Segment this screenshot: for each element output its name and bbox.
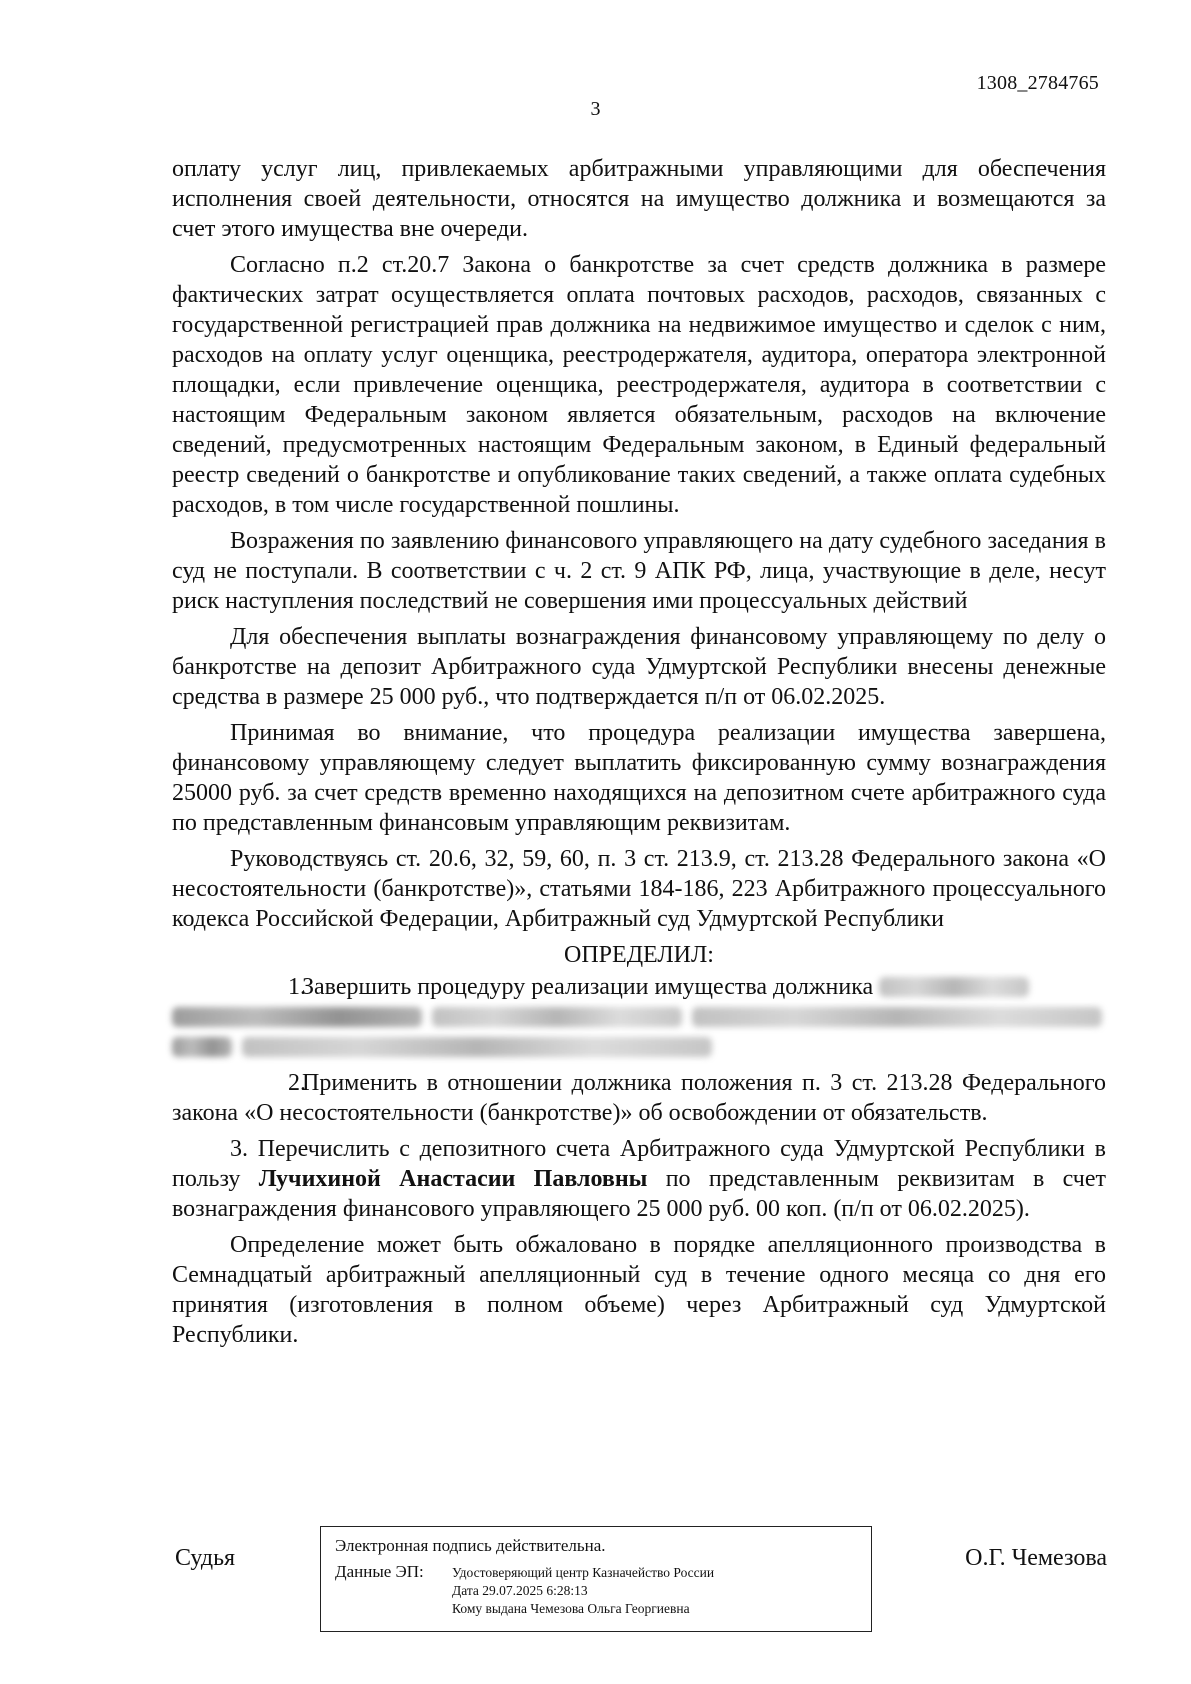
signature-issued-to: Кому выдана Чемезова Ольга Георгиевна bbox=[452, 1601, 690, 1616]
signature-valid-text: Электронная подпись действительна. bbox=[335, 1536, 606, 1555]
signature-details bbox=[452, 1561, 714, 1618]
redacted-text bbox=[692, 1007, 1102, 1027]
paragraph-6: Руководствуясь ст. 20.6, 32, 59, 60, п. 3 ст. 213.9, ст. 213.28 Федерального закона «О несостоятельности (банкротстве)», статьями 184-186, 223 Арбитражного процессуального кодекса Российской Федерации, Арбитражный суд Удмуртской Республики bbox=[172, 846, 1106, 932]
document-number: 1308_2784765 bbox=[976, 72, 1099, 94]
paragraph-1: оплату услуг лиц, привлекаемых арбитражными управляющими для обеспечения исполнения своей деятельности, относятся на имущество должника и возмещаются за счет этого имущества вне очереди. bbox=[172, 156, 1106, 242]
item-1-number: 1. bbox=[288, 974, 306, 1000]
item-3-suffix: по представленным реквизитам в счет вознаграждения финансового управляющего 25 000 руб. 00 коп. (п/п от 06.02.2025). bbox=[172, 1166, 1107, 1222]
redacted-text bbox=[172, 1007, 422, 1027]
judge-label: Судья bbox=[175, 1545, 236, 1571]
paragraph-5: Принимая во внимание, что процедура реализации имущества завершена, финансовому управляющему следует выплатить фиксированную сумму вознаграждения 25000 руб. за счет средств временно находящихся на депозитном счете арбитражного суда по представленным финансовым управляющим реквизитам. bbox=[172, 720, 1106, 836]
page-number: 3 bbox=[590, 98, 601, 120]
redacted-text bbox=[879, 977, 1029, 997]
redacted-line-2 bbox=[172, 1032, 1106, 1062]
redacted-text bbox=[172, 1037, 232, 1057]
signature-date: Дата 29.07.2025 6:28:13 bbox=[452, 1583, 588, 1598]
electronic-signature-box bbox=[320, 1526, 872, 1632]
decision-item-2 bbox=[172, 1068, 1106, 1128]
decision-item-3 bbox=[172, 1134, 1106, 1224]
paragraph-2: Согласно п.2 ст.20.7 Закона о банкротстве за счет средств должника в размере фактических затрат осуществляется оплата почтовых расходов, расходов, связанных с государственной регистрацией прав должника на недвижимое имущество и сделок с ним, расходов на оплату услуг оценщика, реестродержателя, аудитора, оператора электронной площадки, если привлечение оценщика, реестродержателя, аудитора в соответствии с настоящим Федеральным законом является обязательным, расходов на включение сведений, предусмотренных настоящим Федеральным законом, в Единый федеральный реестр сведений о банкротстве и опубликование таких сведений, а также оплата судебных расходов, в том числе государственной пошлины. bbox=[172, 252, 1106, 518]
decision-item-1 bbox=[172, 972, 1106, 1002]
item-2-text: Применить в отношении должника положения п. 3 ст. 213.28 Федерального закона «О несостоятельности (банкротстве)» об освобождении от обязательств. bbox=[172, 1070, 1106, 1126]
redacted-text bbox=[432, 1007, 682, 1027]
signature-data-row bbox=[335, 1561, 859, 1618]
payee-name: Лучихиной Анастасии Павловны bbox=[258, 1166, 648, 1192]
paragraph-3: Возражения по заявлению финансового управляющего на дату судебного заседания в суд не поступали. В соответствии с ч. 2 ст. 9 АПК РФ, лица, участвующие в деле, несут риск наступления последствий не совершения ими процессуальных действий bbox=[172, 528, 1106, 614]
document-body bbox=[172, 154, 1106, 1356]
decision-heading: ОПРЕДЕЛИЛ: bbox=[564, 942, 714, 968]
signature-data-label: Данные ЭП: bbox=[335, 1562, 424, 1581]
signature-issuer: Удостоверяющий центр Казначейство России bbox=[452, 1565, 715, 1580]
appeal-paragraph: Определение может быть обжаловано в порядке апелляционного производства в Семнадцатый арбитражный апелляционный суд в течение одного месяца со дня его принятия (изготовления в полном объеме) через Арбитражный суд Удмуртской Республики. bbox=[172, 1232, 1106, 1348]
item-2-number: 2. bbox=[288, 1070, 306, 1096]
redacted-text bbox=[242, 1037, 712, 1057]
item-3-prefix: 3. Перечислить с депозитного счета Арбитражного суда Удмуртской Республики в пользу bbox=[172, 1136, 1106, 1192]
paragraph-4: Для обеспечения выплаты вознаграждения финансовому управляющему по делу о банкротстве на депозит Арбитражного суда Удмуртской Республики внесены денежные средства в размере 25 000 руб., что подтверждается п/п от 06.02.2025. bbox=[172, 624, 1106, 710]
judge-name: О.Г. Чемезова bbox=[965, 1545, 1107, 1571]
redacted-line-1 bbox=[172, 1002, 1106, 1032]
item-1-text: Завершить процедуру реализации имущества должника bbox=[302, 974, 874, 1000]
